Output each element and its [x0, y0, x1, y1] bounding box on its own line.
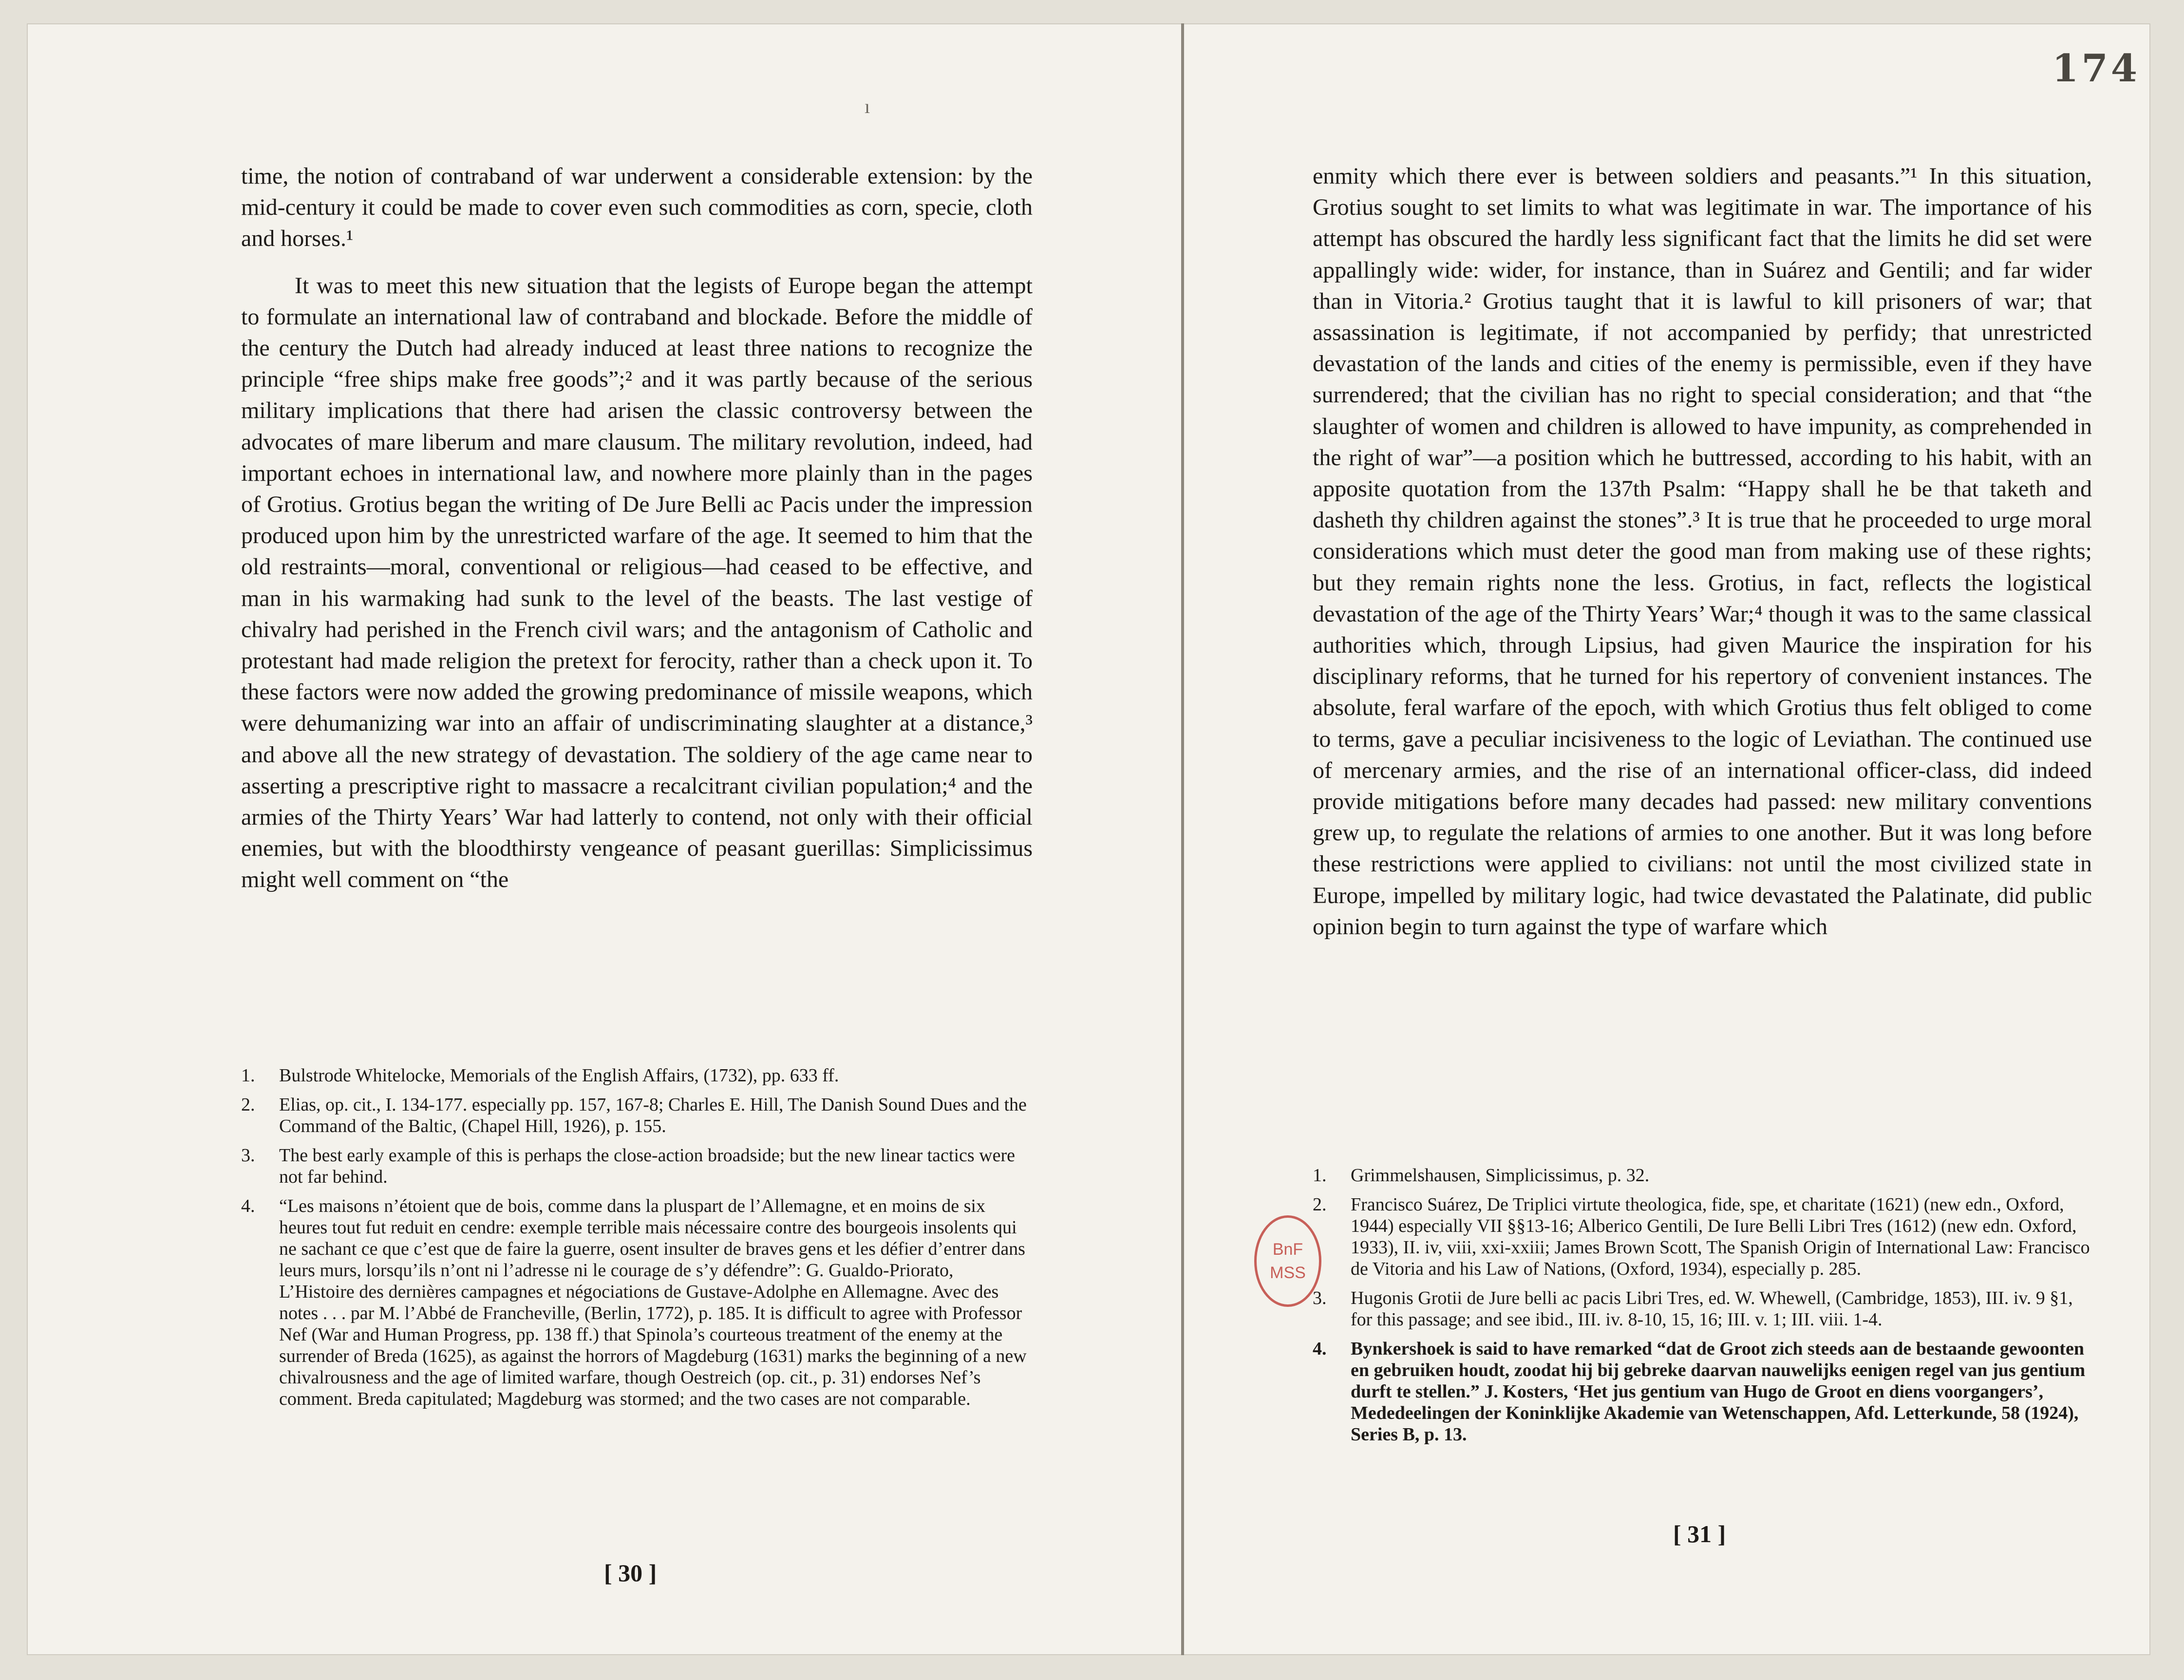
print-speck: ı [865, 95, 870, 117]
archive-folio-number: 174 [2052, 46, 2140, 91]
footnote-number: 4. [241, 1196, 255, 1216]
footnote-number: 1. [1313, 1165, 1327, 1186]
footnote-text: Hugonis Grotii de Jure belli ac pacis Libri Tres, ed. W. Whewell, (Cambridge, 1853), III. iv. 9 §1, for this passage; and see ibid., III. iv. 8-10, 15, 16; III. v. 1; III. viii. 1-4. [1351, 1288, 2073, 1330]
left-page [241, 161, 1033, 1586]
footnote [1313, 1165, 2092, 1186]
footnote-number: 3. [1313, 1288, 1327, 1308]
footnote [241, 1094, 1033, 1137]
footnote-number: 4. [1313, 1339, 1327, 1359]
stamp-line-1: BnF [1272, 1240, 1303, 1259]
footnote [241, 1065, 1033, 1086]
footnote-text: “Les maisons n’étoient que de bois, comme dans la pluspart de l’Allemagne, et en moins de six heures tout fut reduit en cendre: exemple terrible mais nécessaire contre des bourgeois insolents qui ne sachant ce que c’est que de faire la guerre, osent insulter de braves gens et les défier d’entrer dans leurs murs, lorsqu’ils n’ont ni l’adresse ni le courage de s’y défendre”: G. Gualdo-Priorato, L’Histoire des dernières campagnes et négociations de Gustave-Adolphe en Allemagne. Avec des notes . . . par M. l’Abbé de Francheville, (Berlin, 1772), p. 185. It is difficult to agree with Professor Nef (War and Human Progress, pp. 138 ff.) that Spinola’s courteous treatment of the enemy at the surrender of Breda (1625), as against the horrors of Magdeburg (1631) marks the beginning of a new chivalrousness and the age of limited warfare, though Oestreich (op. cit., p. 31) endorses Nef’s comment. Breda capitulated; Magdeburg was stormed; and the two cases are not comparable. [279, 1196, 1027, 1409]
footnote-number: 2. [1313, 1194, 1327, 1215]
footnote-number: 3. [241, 1145, 255, 1166]
footnote-text: Grimmelshausen, Simplicissimus, p. 32. [1351, 1165, 1650, 1186]
footnote [1313, 1287, 2092, 1330]
footnote-number: 1. [241, 1065, 255, 1086]
page-number-left: [ 30 ] [604, 1559, 657, 1586]
right-paragraph-1: enmity which there ever is between soldiers and peasants.”¹ In this situation, Grotius sought to set limits to what was legitimate in war. The importance of his attempt has obscured the hardly less significant fact that the limits he did set were appallingly wide: wider, for instance, than in Suárez and Gentili; and far wider than in Vitoria.² Grotius taught that it is lawful to kill prisoners of war; that assassination is legitimate, if not accompanied by perfidy; that unrestricted devastation of the lands and cities of the enemy is permissible, even if they have surrendered; that the civilian has no right to special consideration; and that “the slaughter of women and children is allowed to have impunity, as comprehended in the right of war”—a position which he buttressed, according to his habit, with an apposite quotation from the 137th Psalm: “Happy shall he be that taketh and dasheth thy children against the stones”.³ It is true that he proceeded to urge moral considerations which must deter the good man from making use of these rights; but they remain rights none the less. Grotius, in fact, reflects the logistical devastation of the age of the Thirty Years’ War;⁴ though it was to the same classical authorities which, through Lipsius, had given Maurice the inspiration for his disciplinary reforms, that he turned for his repertory of convenient instances. The absolute, feral warfare of the epoch, with which Grotius thus felt obliged to come to terms, gave a peculiar incisiveness to the logic of Leviathan. The continued use of mercenary armies, and the rise of an international officer-class, did indeed provide mitigations before many decades had passed: new military conventions grew up, to regulate the relations of armies to one another. But it was long before these restrictions were applied to civilians: not until the most civilized state in Europe, impelled by military logic, had twice devastated the Palatinate, did public opinion begin to turn against the type of warfare which [1313, 163, 2092, 940]
footnote [241, 1195, 1033, 1410]
left-footnotes [241, 1057, 1033, 1410]
right-page [1313, 161, 2092, 1548]
left-body-text [241, 161, 1033, 896]
left-paragraph-1: time, the notion of contraband of war underwent a considerable extension: by the mid-century it could be made to cover even such commodities as corn, specie, cloth and horses.¹ [241, 163, 1033, 252]
footnote [241, 1145, 1033, 1188]
right-footnotes [1313, 1157, 2092, 1445]
right-body-text [1313, 161, 2092, 943]
footnote-text: Francisco Suárez, De Triplici virtute theologica, fide, spe, et charitate (1621) (new edn., Oxford, 1944) especially VII §§13-16; Alberico Gentili, De Iure Belli Libri Tres (1612) (new edn. Oxford, 1933), II. iv, viii, xxi-xxiii; James Brown Scott, The Spanish Origin of International Law: Francisco de Vitoria and his Law of Nations, (Oxford, 1934), especially p. 285. [1351, 1194, 2090, 1279]
footnote [1313, 1194, 2092, 1280]
footnote [1313, 1338, 2092, 1445]
page-number-right: [ 31 ] [1673, 1520, 1726, 1548]
footnote-number: 2. [241, 1095, 255, 1115]
footnote-text: Elias, op. cit., I. 134-177. especially pp. 157, 167-8; Charles E. Hill, The Danish Sound Dues and the Command of the Baltic, (Chapel Hill, 1926), p. 155. [279, 1095, 1027, 1136]
footnote-text: The best early example of this is perhaps the close-action broadside; but the new linear tactics were not far behind. [279, 1145, 1016, 1187]
left-paragraph-2: It was to meet this new situation that the legists of Europe began the attempt to formulate an international law of contraband and blockade. Before the middle of the century the Dutch had already induced at least three nations to recognize the principle “free ships make free goods”;² and it was partly because of the serious military implications that there had arisen the classic controversy between the advocates of mare liberum and mare clausum. The military revolution, indeed, had important echoes in international law, and nowhere more plainly than in the pages of Grotius. Grotius began the writing of De Jure Belli ac Pacis under the impression produced upon him by the unrestricted warfare of the age. It seemed to him that the old restraints—moral, conventional or religious—had ceased to be effective, and man in his warmaking had sunk to the level of the beasts. The last vestige of chivalry had perished in the French civil wars; and the antagonism of Catholic and protestant had made religion the pretext for ferocity, rather than a check upon it. To these factors were now added the growing predominance of missile weapons, which were dehumanizing war into an affair of undiscriminating slaughter at a distance,³ and above all the new strategy of devastation. The soldiery of the age came near to asserting a prescriptive right to massacre a recalcitrant civilian population;⁴ and the armies of the Thirty Years’ War had latterly to contend, not only with their official enemies, but with the bloodthirsty vengeance of peasant guerillas: Simplicissimus might well comment on “the [241, 272, 1033, 893]
stamp-line-2: MSS [1270, 1264, 1306, 1282]
footnote-text: Bulstrode Whitelocke, Memorials of the English Affairs, (1732), pp. 633 ff. [279, 1065, 839, 1086]
footnote-text: Bynkershoek is said to have remarked “dat de Groot zich steeds aan de bestaande gewoonten en gebruiken houdt, zoodat hij bij gebreke daarvan nauwelijks eenigen regel van jus gentium durft te stellen.” J. Kosters, ‘Het jus gentium van Hugo de Groot en diens voorgangers’, Mededeelingen der Koninklijke Akademie van Wetenschappen, Afd. Letterkunde, 58 (1924), Series B, p. 13. [1351, 1339, 2086, 1445]
book-gutter [1181, 23, 1184, 1655]
library-stamp [1254, 1215, 1321, 1307]
